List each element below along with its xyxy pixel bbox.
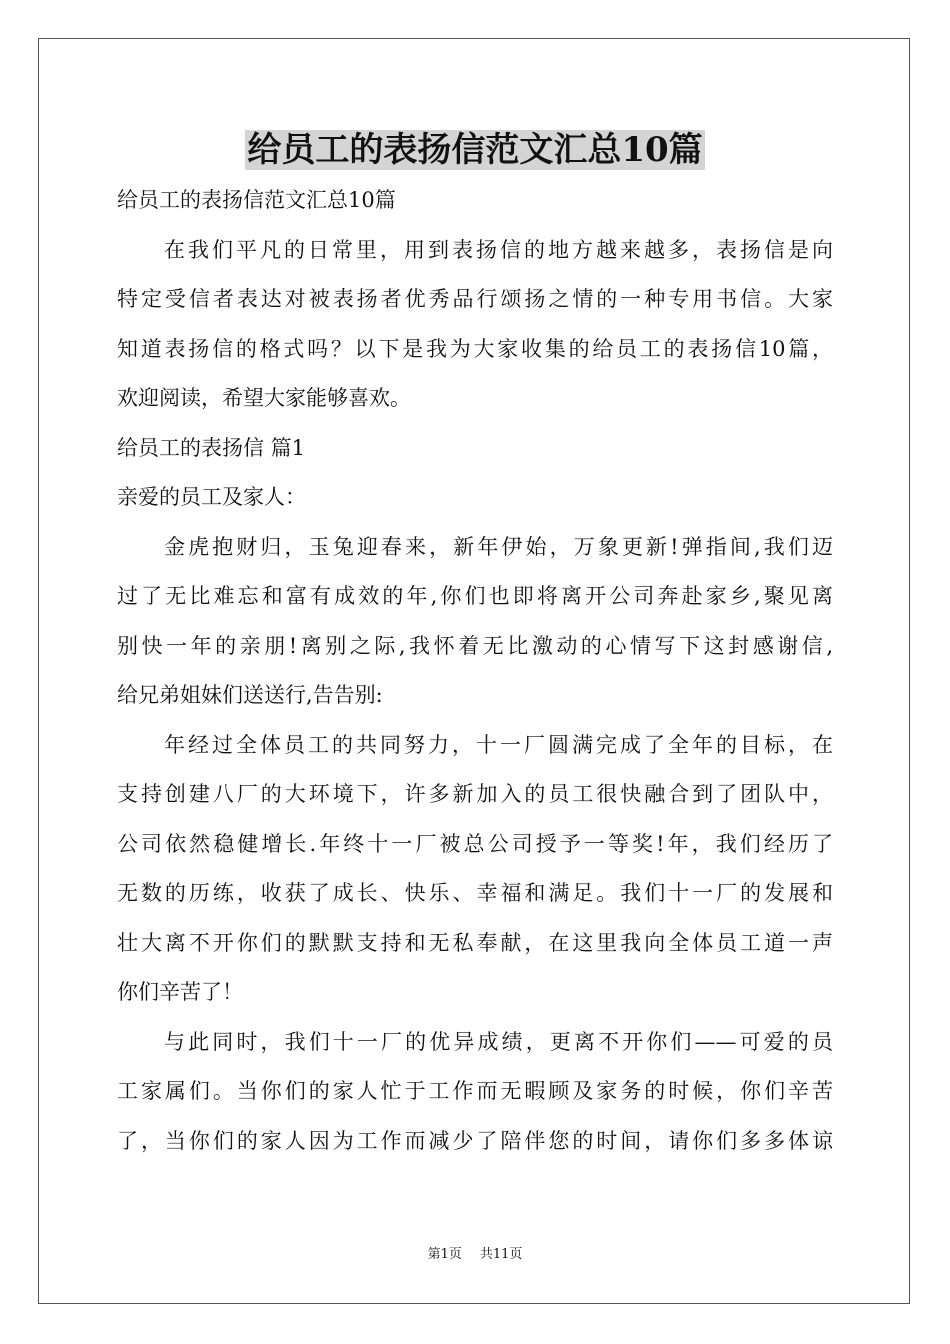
paragraph-3-line-2: 工家属们。当你们的家人忙于工作而无暇顾及家务的时候，你们辛苦 bbox=[117, 1079, 833, 1103]
paragraph-1-line-2: 过了无比难忘和富有成效的年,你们也即将离开公司奔赴家乡,聚见离 bbox=[117, 584, 833, 608]
document-title-text: 给员工的表扬信范文汇总10篇 bbox=[247, 130, 703, 170]
paragraph-2-line-3: 公司依然稳健增长.年终十一厂被总公司授予一等奖!年，我们经历了 bbox=[117, 831, 833, 856]
document-body bbox=[117, 176, 833, 1166]
subtitle-line: 给员工的表扬信范文汇总10篇 bbox=[117, 188, 396, 212]
paragraph-1-line-3: 别快一年的亲朋!离别之际,我怀着无比激动的心情写下这封感谢信, bbox=[117, 633, 833, 658]
intro-line-1: 在我们平凡的日常里，用到表扬信的地方越来越多，表扬信是向 bbox=[164, 237, 833, 262]
document-title bbox=[0, 122, 950, 178]
paragraph-3-line-3: 了，当你们的家人因为工作而减少了陪伴您的时间，请你们多多体谅 bbox=[117, 1128, 833, 1153]
page-number: 第1页 bbox=[427, 1247, 462, 1262]
paragraph-2-line-4: 无数的历练，收获了成长、快乐、幸福和满足。我们十一厂的发展和 bbox=[117, 881, 833, 905]
paragraph-2-line-6: 你们辛苦了！ bbox=[117, 980, 243, 1004]
section-heading: 给员工的表扬信 篇1 bbox=[117, 435, 306, 460]
intro-line-3: 知道表扬信的格式吗？以下是我为大家收集的给员工的表扬信10篇， bbox=[117, 336, 833, 361]
intro-line-2: 特定受信者表达对被表扬者优秀品行颂扬之情的一种专用书信。大家 bbox=[117, 287, 833, 311]
paragraph-2-line-5: 壮大离不开你们的默默支持和无私奉献，在这里我向全体员工道一声 bbox=[117, 930, 833, 955]
salutation-line: 亲爱的员工及家人： bbox=[117, 485, 306, 509]
intro-line-4: 欢迎阅读，希望大家能够喜欢。 bbox=[117, 386, 411, 410]
paragraph-2-line-1: 年经过全体员工的共同努力，十一厂圆满完成了全年的目标，在 bbox=[164, 732, 833, 757]
page-footer bbox=[0, 1245, 950, 1265]
paragraph-2-line-2: 支持创建八厂的大环境下，许多新加入的员工很快融合到了团队中， bbox=[117, 782, 833, 806]
paragraph-1-line-1: 金虎抱财归，玉兔迎春来，新年伊始，万象更新!弹指间,我们迈 bbox=[164, 534, 833, 559]
page-total: 共11页 bbox=[479, 1247, 523, 1262]
paragraph-3-line-1: 与此同时，我们十一厂的优异成绩，更离不开你们——可爱的员 bbox=[164, 1029, 833, 1054]
paragraph-1-line-4: 给兄弟姐妹们送送行,告告别: bbox=[117, 683, 383, 707]
